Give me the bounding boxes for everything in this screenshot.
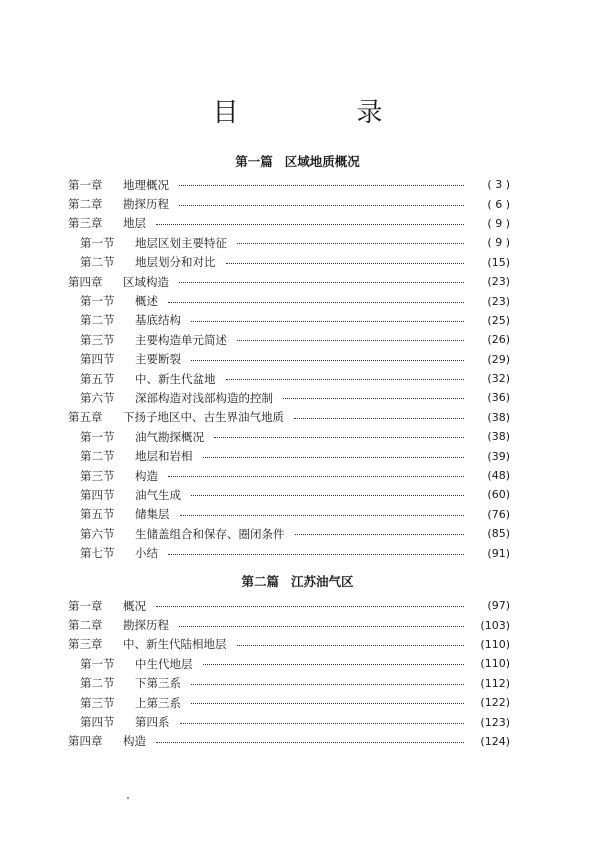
toc-entry-title: 小结 <box>135 546 158 561</box>
toc-chapter-row[interactable] <box>68 596 510 615</box>
toc-section-row[interactable] <box>68 466 510 485</box>
toc-list-part-1 <box>68 175 510 563</box>
toc-entry-number: 第一节 <box>80 294 115 309</box>
toc-entry-title: 构造 <box>135 468 158 483</box>
toc-entry-title: 油气生成 <box>135 487 181 502</box>
toc-entry-number: 第二章 <box>68 197 103 212</box>
toc-entry-number: 第一章 <box>68 598 103 613</box>
toc-page-number: (124) <box>480 734 510 748</box>
toc-entry-number: 第六节 <box>80 526 115 541</box>
toc-chapter-row[interactable] <box>68 408 510 427</box>
toc-section-row[interactable] <box>68 427 510 446</box>
part-name: 江苏油气区 <box>291 574 354 589</box>
toc-section-row[interactable] <box>68 330 510 349</box>
toc-entry-title: 主要构造单元简述 <box>135 332 227 347</box>
toc-entry-number: 第四节 <box>80 352 115 367</box>
toc-entry-title: 勘探历程 <box>123 618 169 633</box>
dot-leader <box>179 205 464 206</box>
toc-section-row[interactable] <box>68 233 510 252</box>
toc-entry-title: 概述 <box>135 294 158 309</box>
dot-leader <box>179 626 464 627</box>
toc-page-number: ( 3 ) <box>487 178 510 192</box>
dot-leader <box>203 457 465 458</box>
dot-leader <box>191 684 464 685</box>
toc-page-number: ( 6 ) <box>487 197 510 211</box>
toc-section-row[interactable] <box>68 291 510 310</box>
toc-page-number: (23) <box>487 294 510 308</box>
toc-entry-number: 第四节 <box>80 715 115 730</box>
toc-entry-number: 第五节 <box>80 371 115 386</box>
dot-leader <box>179 282 464 283</box>
toc-section-row[interactable] <box>68 712 510 731</box>
toc-page-number: (110) <box>480 637 510 651</box>
toc-section-row[interactable] <box>68 505 510 524</box>
toc-page-number: (38) <box>487 430 510 444</box>
toc-section-row[interactable] <box>68 693 510 712</box>
toc-entry-title: 概况 <box>123 598 146 613</box>
toc-entry-title: 中、新生代陆相地层 <box>123 637 227 652</box>
toc-page-number: (36) <box>487 391 510 405</box>
toc-entry-title: 中、新生代盆地 <box>135 371 216 386</box>
toc-entry-number: 第五节 <box>80 507 115 522</box>
toc-page-number: (39) <box>487 449 510 463</box>
toc-entry-title: 下第三系 <box>135 676 181 691</box>
toc-page-number: (32) <box>487 372 510 386</box>
toc-page-number: (91) <box>487 546 510 560</box>
toc-entry-title: 区域构造 <box>123 274 169 289</box>
toc-entry-number: 第二节 <box>80 449 115 464</box>
toc-section-row[interactable] <box>68 674 510 693</box>
dot-leader <box>191 360 464 361</box>
toc-entry-title: 地层划分和对比 <box>135 255 216 270</box>
toc-section-row[interactable] <box>68 253 510 272</box>
part-heading-2 <box>0 572 595 590</box>
dot-leader <box>237 645 465 646</box>
toc-page-number: (112) <box>480 676 510 690</box>
toc-page-number: (103) <box>480 618 510 632</box>
toc-entry-title: 构造 <box>123 734 146 749</box>
toc-entry-number: 第四章 <box>68 734 103 749</box>
toc-entry-number: 第二节 <box>80 313 115 328</box>
toc-page-number: (110) <box>480 657 510 671</box>
dot-leader <box>237 243 464 244</box>
toc-entry-title: 生储盖组合和保存、圈闭条件 <box>135 526 285 541</box>
toc-entry-number: 第一章 <box>68 177 103 192</box>
part-heading-1 <box>0 152 595 170</box>
toc-page-number: (29) <box>487 352 510 366</box>
toc-entry-title: 油气勘探概况 <box>135 429 204 444</box>
toc-entry-number: 第三章 <box>68 216 103 231</box>
toc-entry-title: 地层区划主要特征 <box>135 235 227 250</box>
dot-leader <box>294 418 464 419</box>
dot-leader <box>226 379 465 380</box>
toc-list-part-2 <box>68 596 510 751</box>
toc-chapter-row[interactable] <box>68 272 510 291</box>
toc-page-number: (48) <box>487 469 510 483</box>
toc-entry-title: 储集层 <box>135 507 170 522</box>
part-number: 第二篇 <box>241 574 279 589</box>
toc-page-number: (60) <box>487 488 510 502</box>
dot-leader <box>214 437 464 438</box>
toc-page-number: (23) <box>487 275 510 289</box>
toc-page-number: (38) <box>487 410 510 424</box>
toc-entry-number: 第四节 <box>80 487 115 502</box>
toc-section-row[interactable] <box>68 524 510 543</box>
dot-leader <box>180 723 465 724</box>
toc-page-number: (85) <box>487 527 510 541</box>
toc-page-number: (76) <box>487 507 510 521</box>
toc-section-row[interactable] <box>68 485 510 504</box>
toc-chapter-row[interactable] <box>68 732 510 751</box>
dot-leader <box>180 515 465 516</box>
toc-entry-number: 第三节 <box>80 332 115 347</box>
dot-leader <box>168 476 464 477</box>
toc-page-number: (123) <box>480 715 510 729</box>
toc-entry-number: 第二章 <box>68 618 103 633</box>
toc-entry-number: 第七节 <box>80 546 115 561</box>
dot-leader <box>191 703 464 704</box>
toc-page-number: (15) <box>487 255 510 269</box>
toc-section-row[interactable] <box>68 446 510 465</box>
toc-entry-title: 地层 <box>123 216 146 231</box>
dot-leader <box>191 321 464 322</box>
part-name: 区域地质概况 <box>284 154 360 169</box>
dot-leader <box>156 606 464 607</box>
scan-speck <box>127 797 129 799</box>
toc-entry-title: 深部构造对浅部构造的控制 <box>135 390 273 405</box>
toc-entry-number: 第三节 <box>80 468 115 483</box>
toc-entry-title: 地层和岩相 <box>135 449 193 464</box>
toc-entry-title: 中生代地层 <box>135 656 193 671</box>
dot-leader <box>203 664 465 665</box>
toc-entry-number: 第二节 <box>80 676 115 691</box>
toc-page-number: (26) <box>487 333 510 347</box>
part-number: 第一篇 <box>235 154 273 169</box>
dot-leader <box>156 224 464 225</box>
dot-leader <box>179 185 464 186</box>
toc-entry-number: 第一节 <box>80 235 115 250</box>
toc-page-number: (122) <box>480 696 510 710</box>
toc-page-number: ( 9 ) <box>487 236 510 250</box>
toc-chapter-row[interactable] <box>68 214 510 233</box>
toc-entry-title: 上第三系 <box>135 695 181 710</box>
toc-section-row[interactable] <box>68 311 510 330</box>
toc-section-row[interactable] <box>68 654 510 673</box>
toc-entry-title: 勘探历程 <box>123 197 169 212</box>
toc-entry-number: 第三节 <box>80 695 115 710</box>
dot-leader <box>191 495 464 496</box>
toc-entry-number: 第五章 <box>68 410 103 425</box>
toc-entry-number: 第六节 <box>80 390 115 405</box>
toc-section-row[interactable] <box>68 543 510 562</box>
toc-chapter-row[interactable] <box>68 635 510 654</box>
dot-leader <box>168 554 464 555</box>
dot-leader <box>237 340 464 341</box>
toc-entry-number: 第三章 <box>68 637 103 652</box>
toc-entry-title: 下扬子地区中、古生界油气地质 <box>123 410 284 425</box>
toc-entry-number: 第二节 <box>80 255 115 270</box>
toc-entry-title: 主要断裂 <box>135 352 181 367</box>
dot-leader <box>283 398 464 399</box>
toc-section-row[interactable] <box>68 350 510 369</box>
toc-chapter-row[interactable] <box>68 615 510 634</box>
toc-entry-number: 第四章 <box>68 274 103 289</box>
toc-entry-title: 第四系 <box>135 715 170 730</box>
toc-entry-title: 地理概况 <box>123 177 169 192</box>
dot-leader <box>295 534 465 535</box>
toc-chapter-row[interactable] <box>68 194 510 213</box>
toc-entry-title: 基底结构 <box>135 313 181 328</box>
page-title: 目 录 <box>212 98 429 128</box>
toc-page-number: (97) <box>487 599 510 613</box>
dot-leader <box>168 302 464 303</box>
toc-page-number: ( 9 ) <box>487 216 510 230</box>
dot-leader <box>226 263 465 264</box>
toc-section-row[interactable] <box>68 388 510 407</box>
toc-page-number: (25) <box>487 313 510 327</box>
toc-entry-number: 第一节 <box>80 656 115 671</box>
dot-leader <box>156 742 464 743</box>
toc-section-row[interactable] <box>68 369 510 388</box>
toc-chapter-row[interactable] <box>68 175 510 194</box>
toc-entry-number: 第一节 <box>80 429 115 444</box>
